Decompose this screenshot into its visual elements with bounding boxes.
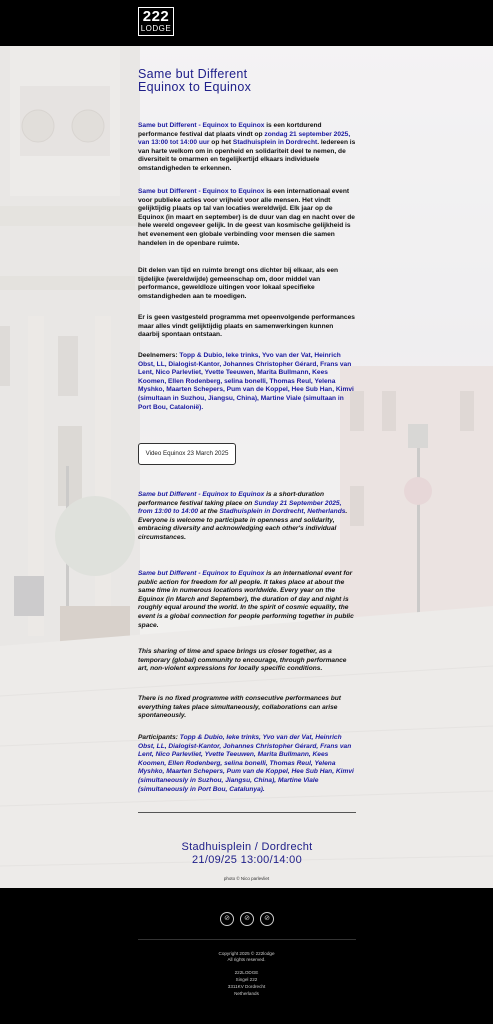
divider	[138, 812, 356, 813]
nl-p1-text-1: is een kortdurend performance festival dat plaats vindt op	[138, 122, 322, 138]
location-datetime: 21/09/25 13:00/14:00	[192, 854, 302, 866]
en-p1-text-2: at the	[198, 508, 220, 516]
en-paragraph-4: There is no fixed programme with consecutive performances but everything takes place simultaneously, collaborations can arise spontaneously.	[138, 695, 341, 720]
en-p1-date[interactable]: Sunday 21 September 2025, from 13:00 to 14:00	[138, 499, 342, 516]
en-p1-event-name[interactable]: Same but Different - Equinox to Equinox	[138, 491, 265, 498]
en-p1-text-1: is a short-duration performance festival taking place on	[138, 491, 324, 507]
en-paragraph-3: This sharing of time and space brings us closer together, as a temporary (global) community to encourage, through performance art, non-violent expressions for locally specific conditions.	[138, 648, 347, 673]
en-p2-event-name[interactable]: Same but Different - Equinox to Equinox	[138, 570, 265, 577]
social-link-icon-2[interactable]: ⊘	[240, 912, 254, 926]
en-paragraph-1	[138, 491, 356, 543]
nl-participants-list: Topp & Dubio, Ieke trinks, Yvo van der Vat, Heinrich Obst, LL, Dialogist-Kantor, Johannes Christopher Gérard, Frans van Lent, Nico Parlevliet, Yvette Teeuwen, Marita Bullmann, Kees Koomen, Ellen Rodenberg, selina bonelli, Thomas Reul, Yelena Myshko, Maarten Schepers, Pum van de Koppel, Hee Sub Han, Kimvi (simultaan in Suzhou, Jiangsu, China), Martine Viale (simultaan in Port Bou, Catalonië).	[138, 352, 354, 411]
nl-p1-event-name[interactable]: Same but Different - Equinox to Equinox	[138, 122, 265, 129]
page-title	[138, 68, 358, 94]
nl-paragraph-2	[138, 188, 356, 248]
nl-participants	[138, 352, 356, 412]
en-participants-list: Topp & Dubio, Ieke trinks, Yvo van der Vat, Heinrich Obst, LL, Dialogist-Kantor, Johannes Christopher Gérard, Frans van Lent, Nico Parlevliet, Yvette Teeuwen, Marita Bullmann, Kees Koomen, Ellen Rodenberg, selina bonelli, Thomas Reul, Yelena Myshko, Maarten Schepers, Pum van de Koppel, Hee Sub Han, Kimvi (simultaneously in Suzhou, Jiangsu, China), Martine Viale (simultaneously in Port Bou, Catalunya).	[138, 734, 354, 793]
footer-street: Singel 222	[235, 977, 258, 982]
footer-name: 222LODGE	[234, 970, 259, 975]
en-p1-location[interactable]: Stadhuisplein in Dordrecht, Netherlands	[219, 508, 346, 516]
footer-copyright: Copyright 2025 © 222lodge	[218, 951, 275, 956]
social-link-icon-1[interactable]: ⊘	[220, 912, 234, 926]
footer	[0, 888, 493, 1024]
top-bar	[0, 0, 493, 46]
footer-divider	[138, 939, 356, 940]
en-paragraph-2	[138, 570, 356, 630]
social-link-icon-3[interactable]: ⊘	[260, 912, 274, 926]
nl-paragraph-1	[138, 122, 356, 174]
nl-paragraph-4: Er is geen vastgesteld programma met opeenvolgende performances maar alles vindt gelijktijdig plaats en samenwerkingen kunnen daarbij spontaan ontstaan.	[138, 314, 355, 339]
nl-paragraph-3: Dit delen van tijd en ruimte brengt ons dichter bij elkaar, als een tijdelijke (wereldwijde) gemeenschap om, door middel van performance, geweldloze uitingen voor lokaal specifieke omstandigheden aan te moedigen.	[138, 267, 339, 300]
nl-p2-event-name[interactable]: Same but Different - Equinox to Equinox	[138, 188, 265, 195]
en-participants-label: Participants:	[138, 734, 180, 741]
nl-p1-date[interactable]: zondag 21 september 2025, van 13:00 tot 14:00 uur	[138, 130, 351, 147]
footer-rights: All rights reserved.	[227, 957, 266, 962]
en-p1-text-3: . Everyone is welcome to participate in openness and solidarity, embracing diversity and acknowledging each other's individual circumstances.	[138, 508, 348, 541]
photo-credit: photo © Nico parlevliet	[223, 876, 270, 881]
event-location	[138, 841, 356, 867]
nl-p1-text-3: . Iedereen is van harte welkom om in openheid en solidariteit deel te nemen, de diversiteit te omarmen en tegelijkertijd elkaars individuele omstandigheden te erkennen.	[138, 139, 356, 172]
logo-number: 222	[142, 8, 170, 25]
location-place: Stadhuisplein / Dordrecht	[181, 841, 313, 853]
nl-p2-text: is een internationaal event voor publieke acties voor vrijheid voor alle mensen. Het vindt gelijktijdig plaats op tal van locaties wereldwijd. Elk jaar op de Equinox (in maart en september) is de duur van dag en nacht over de hele wereld ongeveer gelijk. In de geest van kosmische gelijkheid is het evenement een globale verbinding voor mensen die samen handelen in de openbare ruimte.	[138, 188, 355, 247]
nl-participants-label: Deelnemers:	[138, 352, 180, 359]
logo-text: LODGE	[140, 24, 172, 33]
hero-section	[0, 46, 493, 888]
footer-city: 3311KV Dordrecht	[227, 984, 266, 989]
site-logo[interactable]	[138, 7, 174, 36]
en-p2-text: is an international event for public action for freedom for all people. It takes place at about the same time in numerous locations worldwide. Every year on the Equinox (in March and September), the duration of day and night is roughly equal around the world. In the spirit of cosmic equality, the event is a global connection for people performing together in public space.	[138, 570, 354, 629]
title-line-2: Equinox to Equinox	[138, 80, 252, 94]
nl-p1-text-2: op het	[209, 139, 233, 147]
en-participants	[138, 734, 356, 794]
video-button[interactable]: Video Equinox 23 March 2025	[138, 443, 236, 465]
title-line-1: Same but Different	[138, 67, 248, 81]
nl-p1-location[interactable]: Stadhuisplein in Dordrecht	[232, 139, 318, 147]
footer-country: Netherlands	[234, 991, 259, 996]
